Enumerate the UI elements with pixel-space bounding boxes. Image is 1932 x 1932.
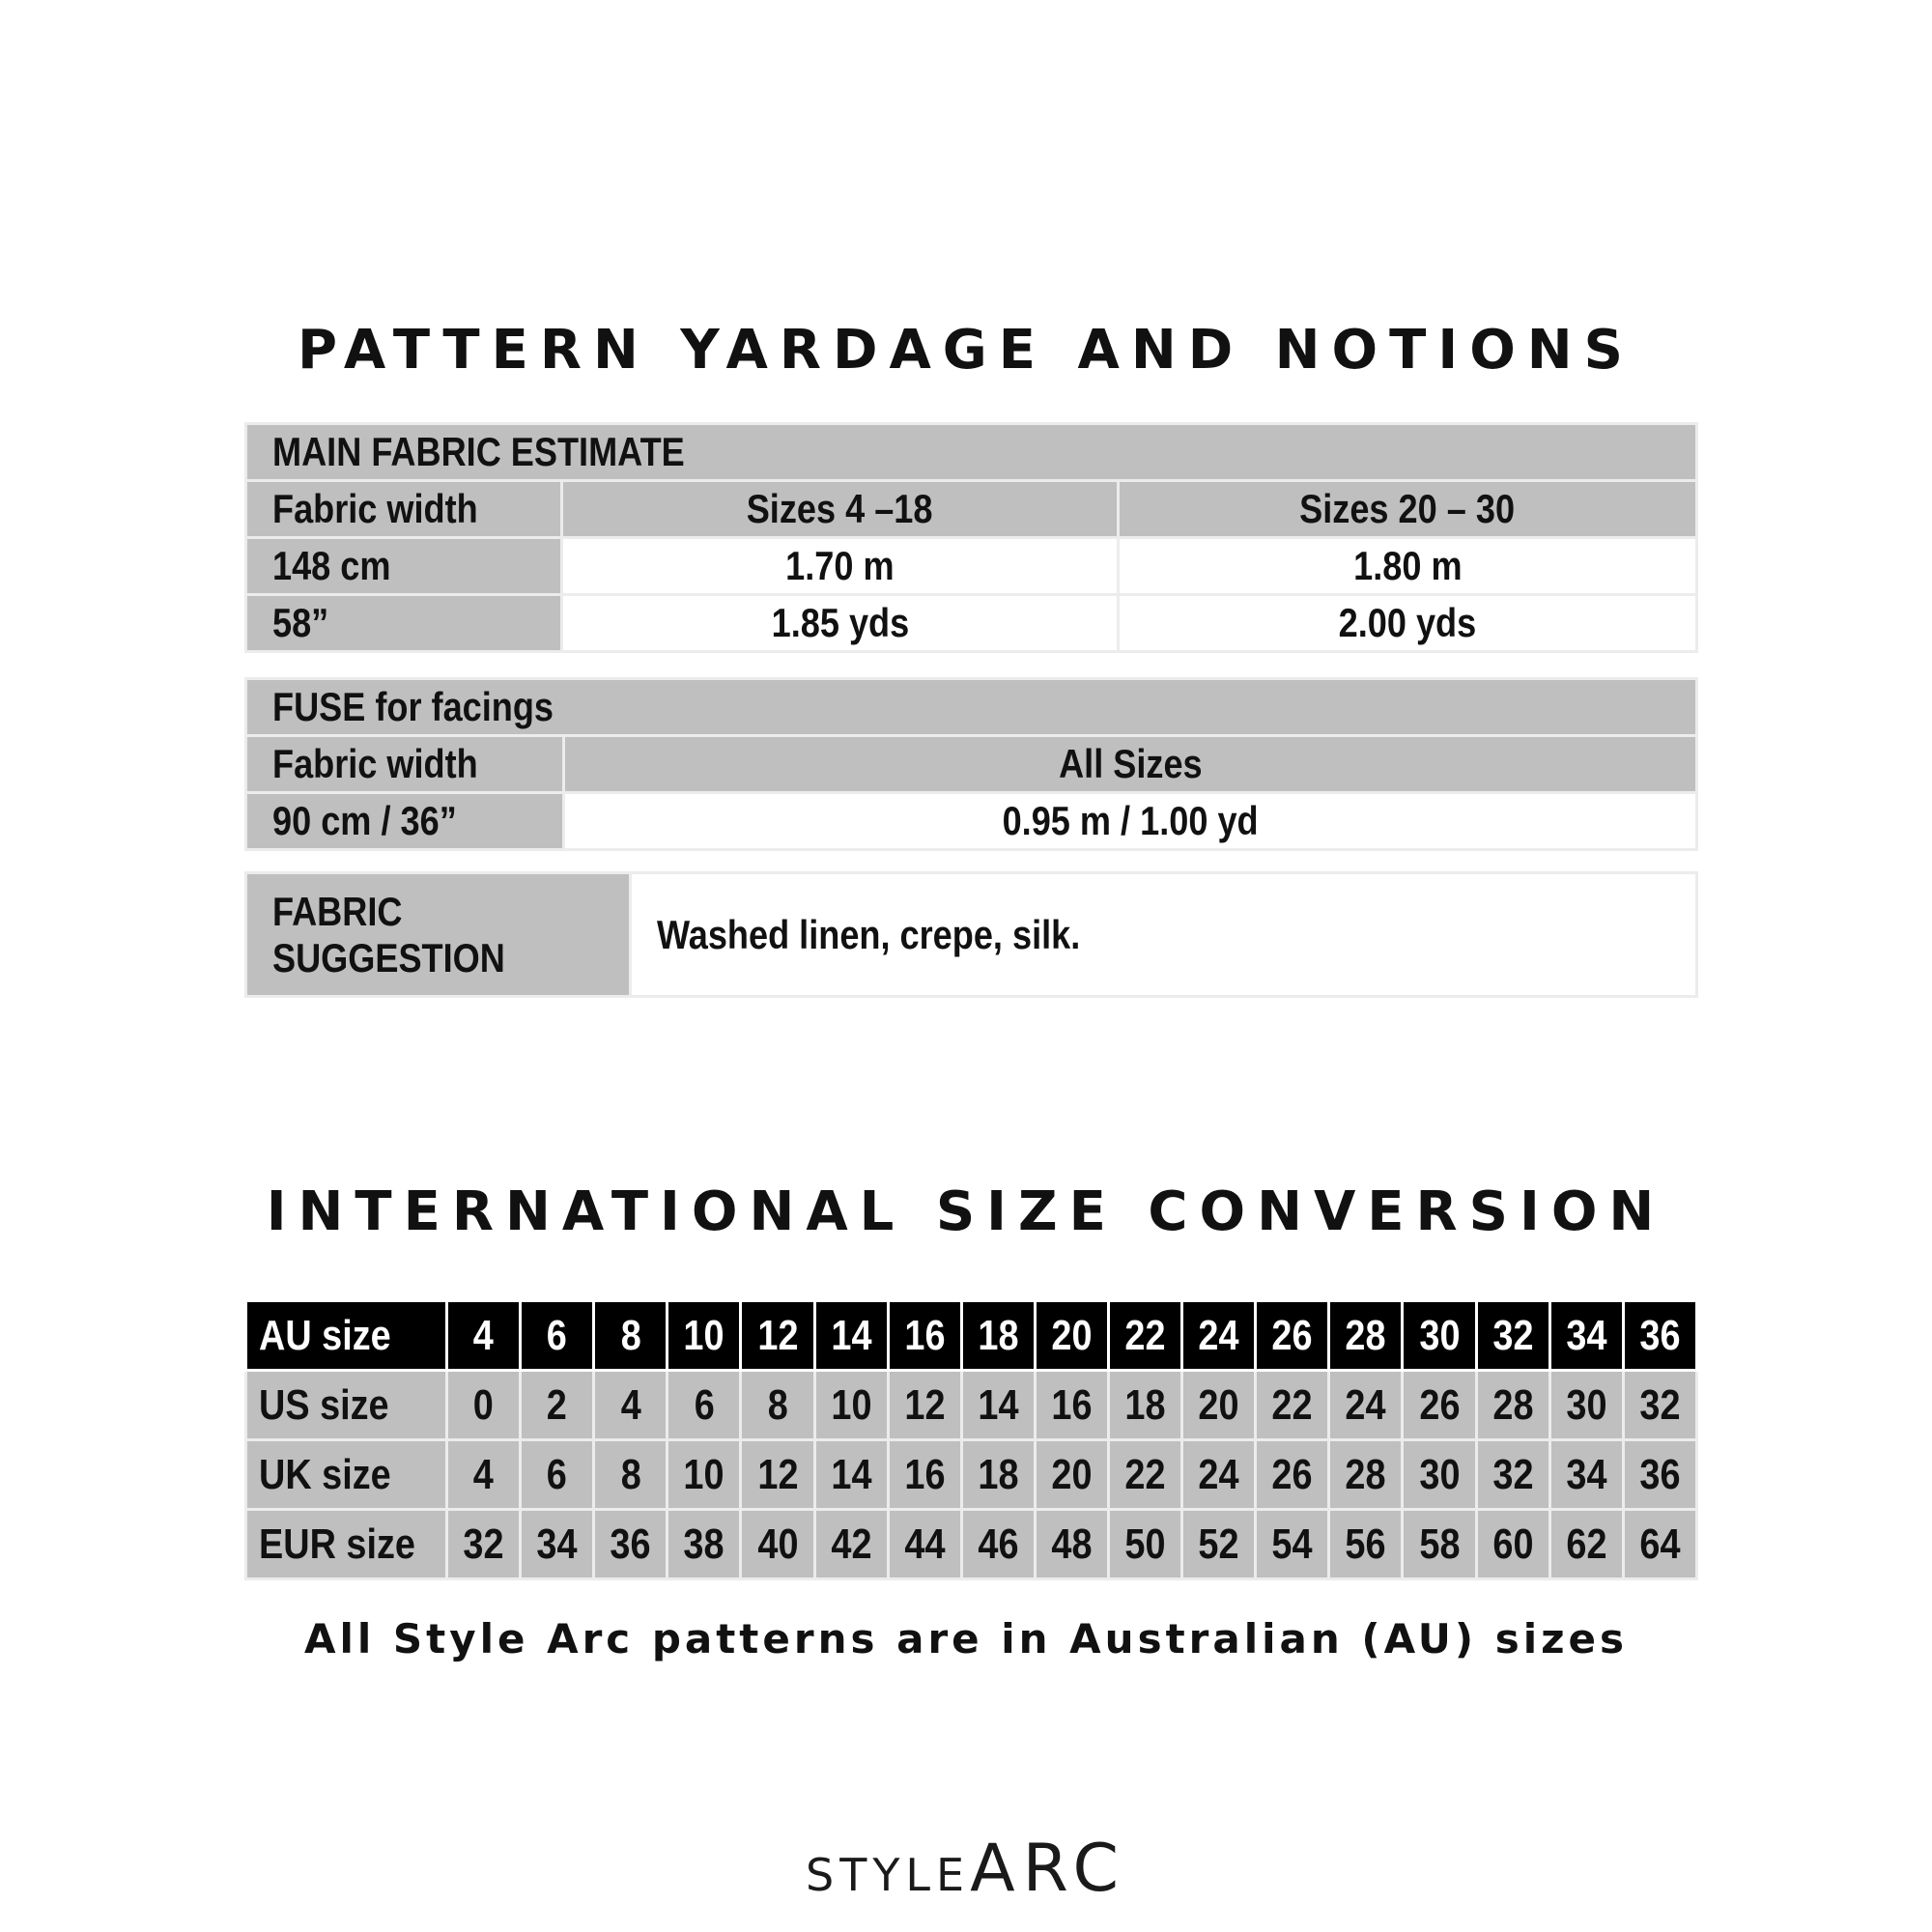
value-cell: 1.70 m xyxy=(562,538,1119,595)
fabric-width-cell: 58” xyxy=(246,595,562,652)
size-cell: 10 xyxy=(668,1440,741,1510)
table-row xyxy=(246,538,1697,595)
fabric-suggestion-label: FABRIC SUGGESTION xyxy=(246,873,631,997)
fabric-suggestion-table xyxy=(244,871,1698,998)
size-cell: 8 xyxy=(741,1371,814,1440)
size-cell: 38 xyxy=(668,1510,741,1579)
size-cell: 24 xyxy=(1182,1440,1256,1510)
main-fabric-header: MAIN FABRIC ESTIMATE xyxy=(246,424,1697,481)
size-cell: 60 xyxy=(1476,1510,1549,1579)
size-cell: 20 xyxy=(1035,1440,1108,1510)
size-cell: 44 xyxy=(888,1510,961,1579)
size-cell: 24 xyxy=(1329,1371,1403,1440)
size-cell: 34 xyxy=(1549,1301,1623,1371)
fabric-width-cell: 148 cm xyxy=(246,538,562,595)
size-cell: 56 xyxy=(1329,1510,1403,1579)
size-cell: 10 xyxy=(668,1301,741,1371)
size-cell: 32 xyxy=(447,1510,521,1579)
size-cell: 14 xyxy=(814,1440,888,1510)
size-cell: 14 xyxy=(814,1301,888,1371)
size-row-label: US size xyxy=(246,1371,447,1440)
size-cell: 36 xyxy=(1623,1440,1696,1510)
col-fabric-width: Fabric width xyxy=(246,736,564,793)
size-cell: 32 xyxy=(1623,1371,1696,1440)
col-fabric-width: Fabric width xyxy=(246,481,562,538)
style-arc-logo xyxy=(0,1831,1932,1907)
size-cell: 30 xyxy=(1549,1371,1623,1440)
size-cell: 64 xyxy=(1623,1510,1696,1579)
fuse-header: FUSE for facings xyxy=(246,679,1697,736)
size-cell: 4 xyxy=(447,1301,521,1371)
size-cell: 16 xyxy=(888,1301,961,1371)
table-row xyxy=(246,793,1697,850)
size-cell: 30 xyxy=(1403,1440,1476,1510)
yardage-title: PATTERN YARDAGE AND NOTIONS xyxy=(297,319,1634,382)
size-cell: 12 xyxy=(741,1440,814,1510)
logo-style-text: STYLE xyxy=(806,1849,971,1901)
size-cell: 22 xyxy=(1108,1440,1181,1510)
size-cell: 20 xyxy=(1182,1371,1256,1440)
size-cell: 8 xyxy=(594,1301,668,1371)
size-cell: 22 xyxy=(1108,1301,1181,1371)
table-row xyxy=(246,1371,1697,1440)
fabric-width-cell: 90 cm / 36” xyxy=(246,793,564,850)
size-cell: 48 xyxy=(1035,1510,1108,1579)
size-cell: 28 xyxy=(1329,1301,1403,1371)
size-cell: 26 xyxy=(1256,1440,1329,1510)
size-row-label: AU size xyxy=(246,1301,447,1371)
au-size-note: All Style Arc patterns are in Australian (AU) sizes xyxy=(303,1615,1629,1662)
size-cell: 6 xyxy=(521,1301,594,1371)
size-cell: 62 xyxy=(1549,1510,1623,1579)
value-cell: 2.00 yds xyxy=(1119,595,1697,652)
size-cell: 14 xyxy=(961,1371,1035,1440)
size-cell: 18 xyxy=(961,1301,1035,1371)
size-cell: 12 xyxy=(888,1371,961,1440)
size-cell: 8 xyxy=(594,1440,668,1510)
size-cell: 32 xyxy=(1476,1440,1549,1510)
size-cell: 40 xyxy=(741,1510,814,1579)
col-sizes-20-30: Sizes 20 – 30 xyxy=(1119,481,1697,538)
size-cell: 10 xyxy=(814,1371,888,1440)
size-cell: 16 xyxy=(1035,1371,1108,1440)
size-conversion-table xyxy=(244,1299,1698,1580)
logo-arc-text: ARC xyxy=(970,1831,1126,1907)
table-row xyxy=(246,1440,1697,1510)
size-cell: 28 xyxy=(1329,1440,1403,1510)
size-cell: 4 xyxy=(447,1440,521,1510)
size-cell: 4 xyxy=(594,1371,668,1440)
size-cell: 24 xyxy=(1182,1301,1256,1371)
fabric-suggestion-value: Washed linen, crepe, silk. xyxy=(631,873,1697,997)
size-row-label: UK size xyxy=(246,1440,447,1510)
size-cell: 18 xyxy=(961,1440,1035,1510)
main-fabric-table xyxy=(244,422,1698,653)
table-row xyxy=(246,1510,1697,1579)
size-cell: 0 xyxy=(447,1371,521,1440)
size-cell: 6 xyxy=(521,1440,594,1510)
size-cell: 12 xyxy=(741,1301,814,1371)
size-cell: 36 xyxy=(1623,1301,1696,1371)
size-cell: 54 xyxy=(1256,1510,1329,1579)
size-cell: 22 xyxy=(1256,1371,1329,1440)
fuse-table xyxy=(244,677,1698,851)
value-cell: 1.85 yds xyxy=(562,595,1119,652)
table-row xyxy=(246,595,1697,652)
size-cell: 34 xyxy=(1549,1440,1623,1510)
size-cell: 18 xyxy=(1108,1371,1181,1440)
table-row xyxy=(246,1301,1697,1371)
size-cell: 2 xyxy=(521,1371,594,1440)
size-row-label: EUR size xyxy=(246,1510,447,1579)
size-cell: 16 xyxy=(888,1440,961,1510)
size-cell: 20 xyxy=(1035,1301,1108,1371)
col-sizes-4-18: Sizes 4 –18 xyxy=(562,481,1119,538)
value-cell: 1.80 m xyxy=(1119,538,1697,595)
size-cell: 30 xyxy=(1403,1301,1476,1371)
size-cell: 58 xyxy=(1403,1510,1476,1579)
col-all-sizes: All Sizes xyxy=(564,736,1697,793)
size-cell: 36 xyxy=(594,1510,668,1579)
size-cell: 50 xyxy=(1108,1510,1181,1579)
size-cell: 42 xyxy=(814,1510,888,1579)
size-cell: 26 xyxy=(1403,1371,1476,1440)
size-cell: 52 xyxy=(1182,1510,1256,1579)
size-cell: 6 xyxy=(668,1371,741,1440)
size-cell: 34 xyxy=(521,1510,594,1579)
conversion-title: INTERNATIONAL SIZE CONVERSION xyxy=(266,1180,1666,1243)
value-cell: 0.95 m / 1.00 yd xyxy=(564,793,1697,850)
size-cell: 46 xyxy=(961,1510,1035,1579)
size-cell: 32 xyxy=(1476,1301,1549,1371)
size-cell: 28 xyxy=(1476,1371,1549,1440)
size-cell: 26 xyxy=(1256,1301,1329,1371)
